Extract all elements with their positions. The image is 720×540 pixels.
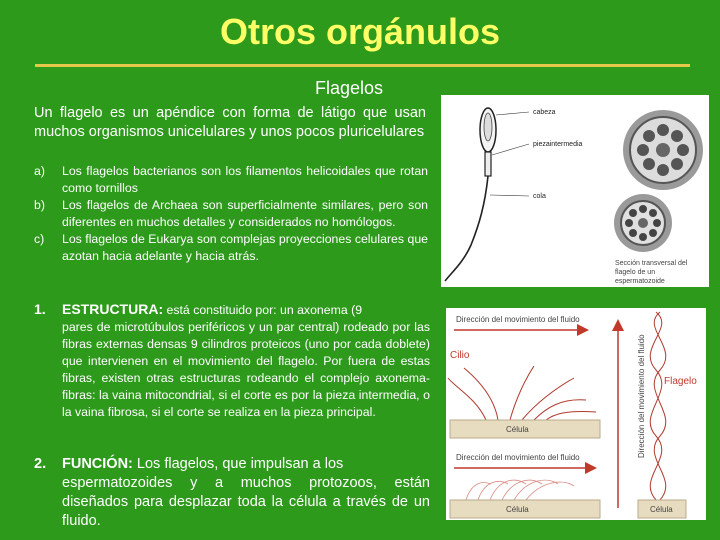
label-cola: cola (533, 193, 546, 200)
list-item (34, 197, 428, 231)
figure1-caption-line: espermatozoide (615, 278, 665, 285)
flagellum-waves (650, 312, 666, 500)
sperm-tail-shape (445, 176, 488, 281)
pointer-line (496, 112, 529, 115)
cell-label: Célula (506, 425, 529, 434)
pointer-line (490, 195, 529, 196)
list-marker: b) (34, 198, 45, 212)
title-divider (35, 64, 690, 67)
flagella-types-list (34, 163, 428, 265)
label-pieza-intermedia: piezaintermedia (533, 141, 583, 148)
list-text: Los flagelos de Eukarya son complejas proyecciones celulares que azotan hacia adelante y hacia atrás. (62, 232, 428, 263)
cilio-label: Cilio (450, 350, 470, 361)
section-first-line: Los flagelos, que impulsan a los (136, 456, 344, 472)
sperm-flagellum-figure (441, 95, 709, 287)
sperm-nucleus-shape (484, 113, 492, 141)
intro-paragraph: Un flagelo es un apéndice con forma de látigo que usan muchos organismos unicelulares y unos pocos pluricelulares (34, 105, 426, 140)
list-marker: a) (34, 164, 45, 178)
bottom-direction-label: Dirección del movimiento del fluido (456, 453, 580, 462)
list-item (34, 163, 428, 197)
section-subtitle: Flagelos (315, 78, 384, 98)
figure1-caption-line: flagelo de un (615, 269, 656, 276)
sperm-midpiece-shape (485, 152, 491, 176)
structure-section (34, 301, 430, 421)
section-number: 1. (34, 301, 46, 317)
list-marker: c) (34, 232, 45, 246)
cell-label: Célula (650, 505, 673, 514)
top-direction-label: Dirección del movimiento del fluido (456, 315, 580, 324)
list-text: Los flagelos de Archaea son superficialmente similares, pero son diferentes en muchos detalles y considerados no homólogos. (62, 198, 428, 229)
section-keyword: ESTRUCTURA: (62, 301, 164, 317)
sperm-flagellum-illustration (441, 95, 709, 287)
flagelo-label: Flagelo (664, 376, 697, 387)
page-title: Otros orgánulos (219, 11, 501, 52)
cilia-fan-strokes (466, 480, 574, 500)
section-body: pares de microtúbulos periféricos y un par central) rodeado por las fibras externas densas 9 cilindros proteicos (uno por cada doblete) que intervienen en el movimiento del flagelo. Por fuera de estas fibras, existen otras estructuras rodeando el complejo axonema-fibras: la vaina mitocondrial, si el corte es por la pieza intermedia, o la vaina fibrosa, si el corte se realiza en la pieza principal. (62, 320, 430, 419)
function-section (34, 455, 430, 531)
label-cabeza: cabeza (533, 109, 556, 116)
pointer-line (492, 144, 529, 155)
cross-section-midpiece (623, 110, 703, 190)
section-body: espermatozoides y a muchos protozoos, están diseñados para desplazar toda la célula a través de un fluido. (62, 475, 430, 529)
section-number: 2. (34, 456, 47, 472)
side-direction-label: Dirección del movimiento del fluido (637, 334, 646, 458)
section-keyword: FUNCIÓN: (62, 456, 133, 472)
cell-label: Célula (506, 505, 529, 514)
cilia-strokes (448, 366, 596, 420)
section-first-line: está constituido por: un axonema (9 (166, 303, 363, 317)
cross-section-tail (614, 194, 672, 252)
figure1-caption-line: Sección transversal del (615, 260, 688, 267)
list-text: Los flagelos bacterianos son los filamentos helicoidales que rotan como tornillos (62, 164, 428, 195)
cilia-flagellum-figure (446, 308, 706, 520)
cilia-flagellum-illustration (446, 308, 706, 520)
list-item (34, 231, 428, 265)
